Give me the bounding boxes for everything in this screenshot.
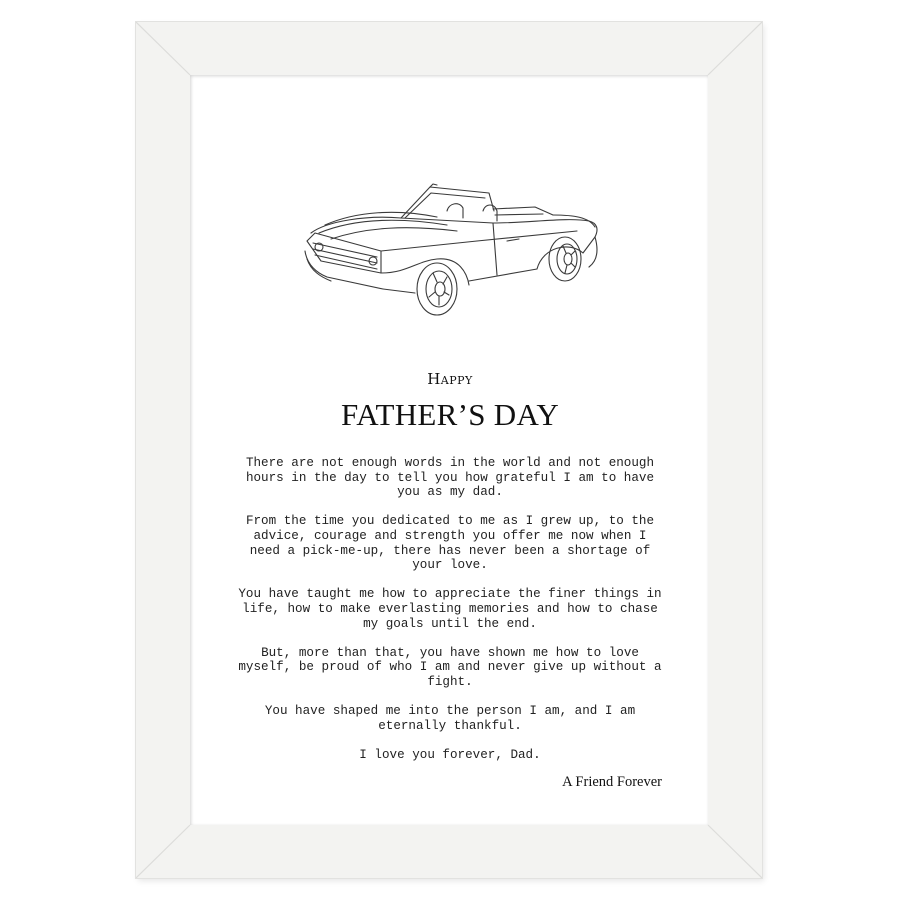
message-paragraph: I love you forever, Dad. (359, 747, 541, 762)
heading-happy: Happy (427, 370, 473, 388)
message-paragraph: But, more than that, you have shown me how to love myself, be proud of who I am and never give up without a fight. (238, 645, 662, 689)
message-paragraph: There are not enough words in the world and not enough hours in the day to tell you how grateful I am to have you as my dad. (245, 456, 655, 500)
convertible-car-icon (297, 181, 601, 321)
signature: A Friend Forever (562, 774, 662, 790)
message-paragraph: You have taught me how to appreciate the finer things in life, how to make everlasting memories and how to chase my goals until the end. (238, 587, 662, 631)
heading-fathers-day: FATHER’S DAY (340, 397, 560, 432)
message-paragraph: From the time you dedicated to me as I grew up, to the advice, courage and strength you offer me now when I need a pick-me-up, there has never been a shortage of your love. (245, 514, 655, 573)
message-paragraph: You have shaped me into the person I am, and I am eternally thankful. (264, 704, 636, 733)
message-body (236, 456, 664, 777)
